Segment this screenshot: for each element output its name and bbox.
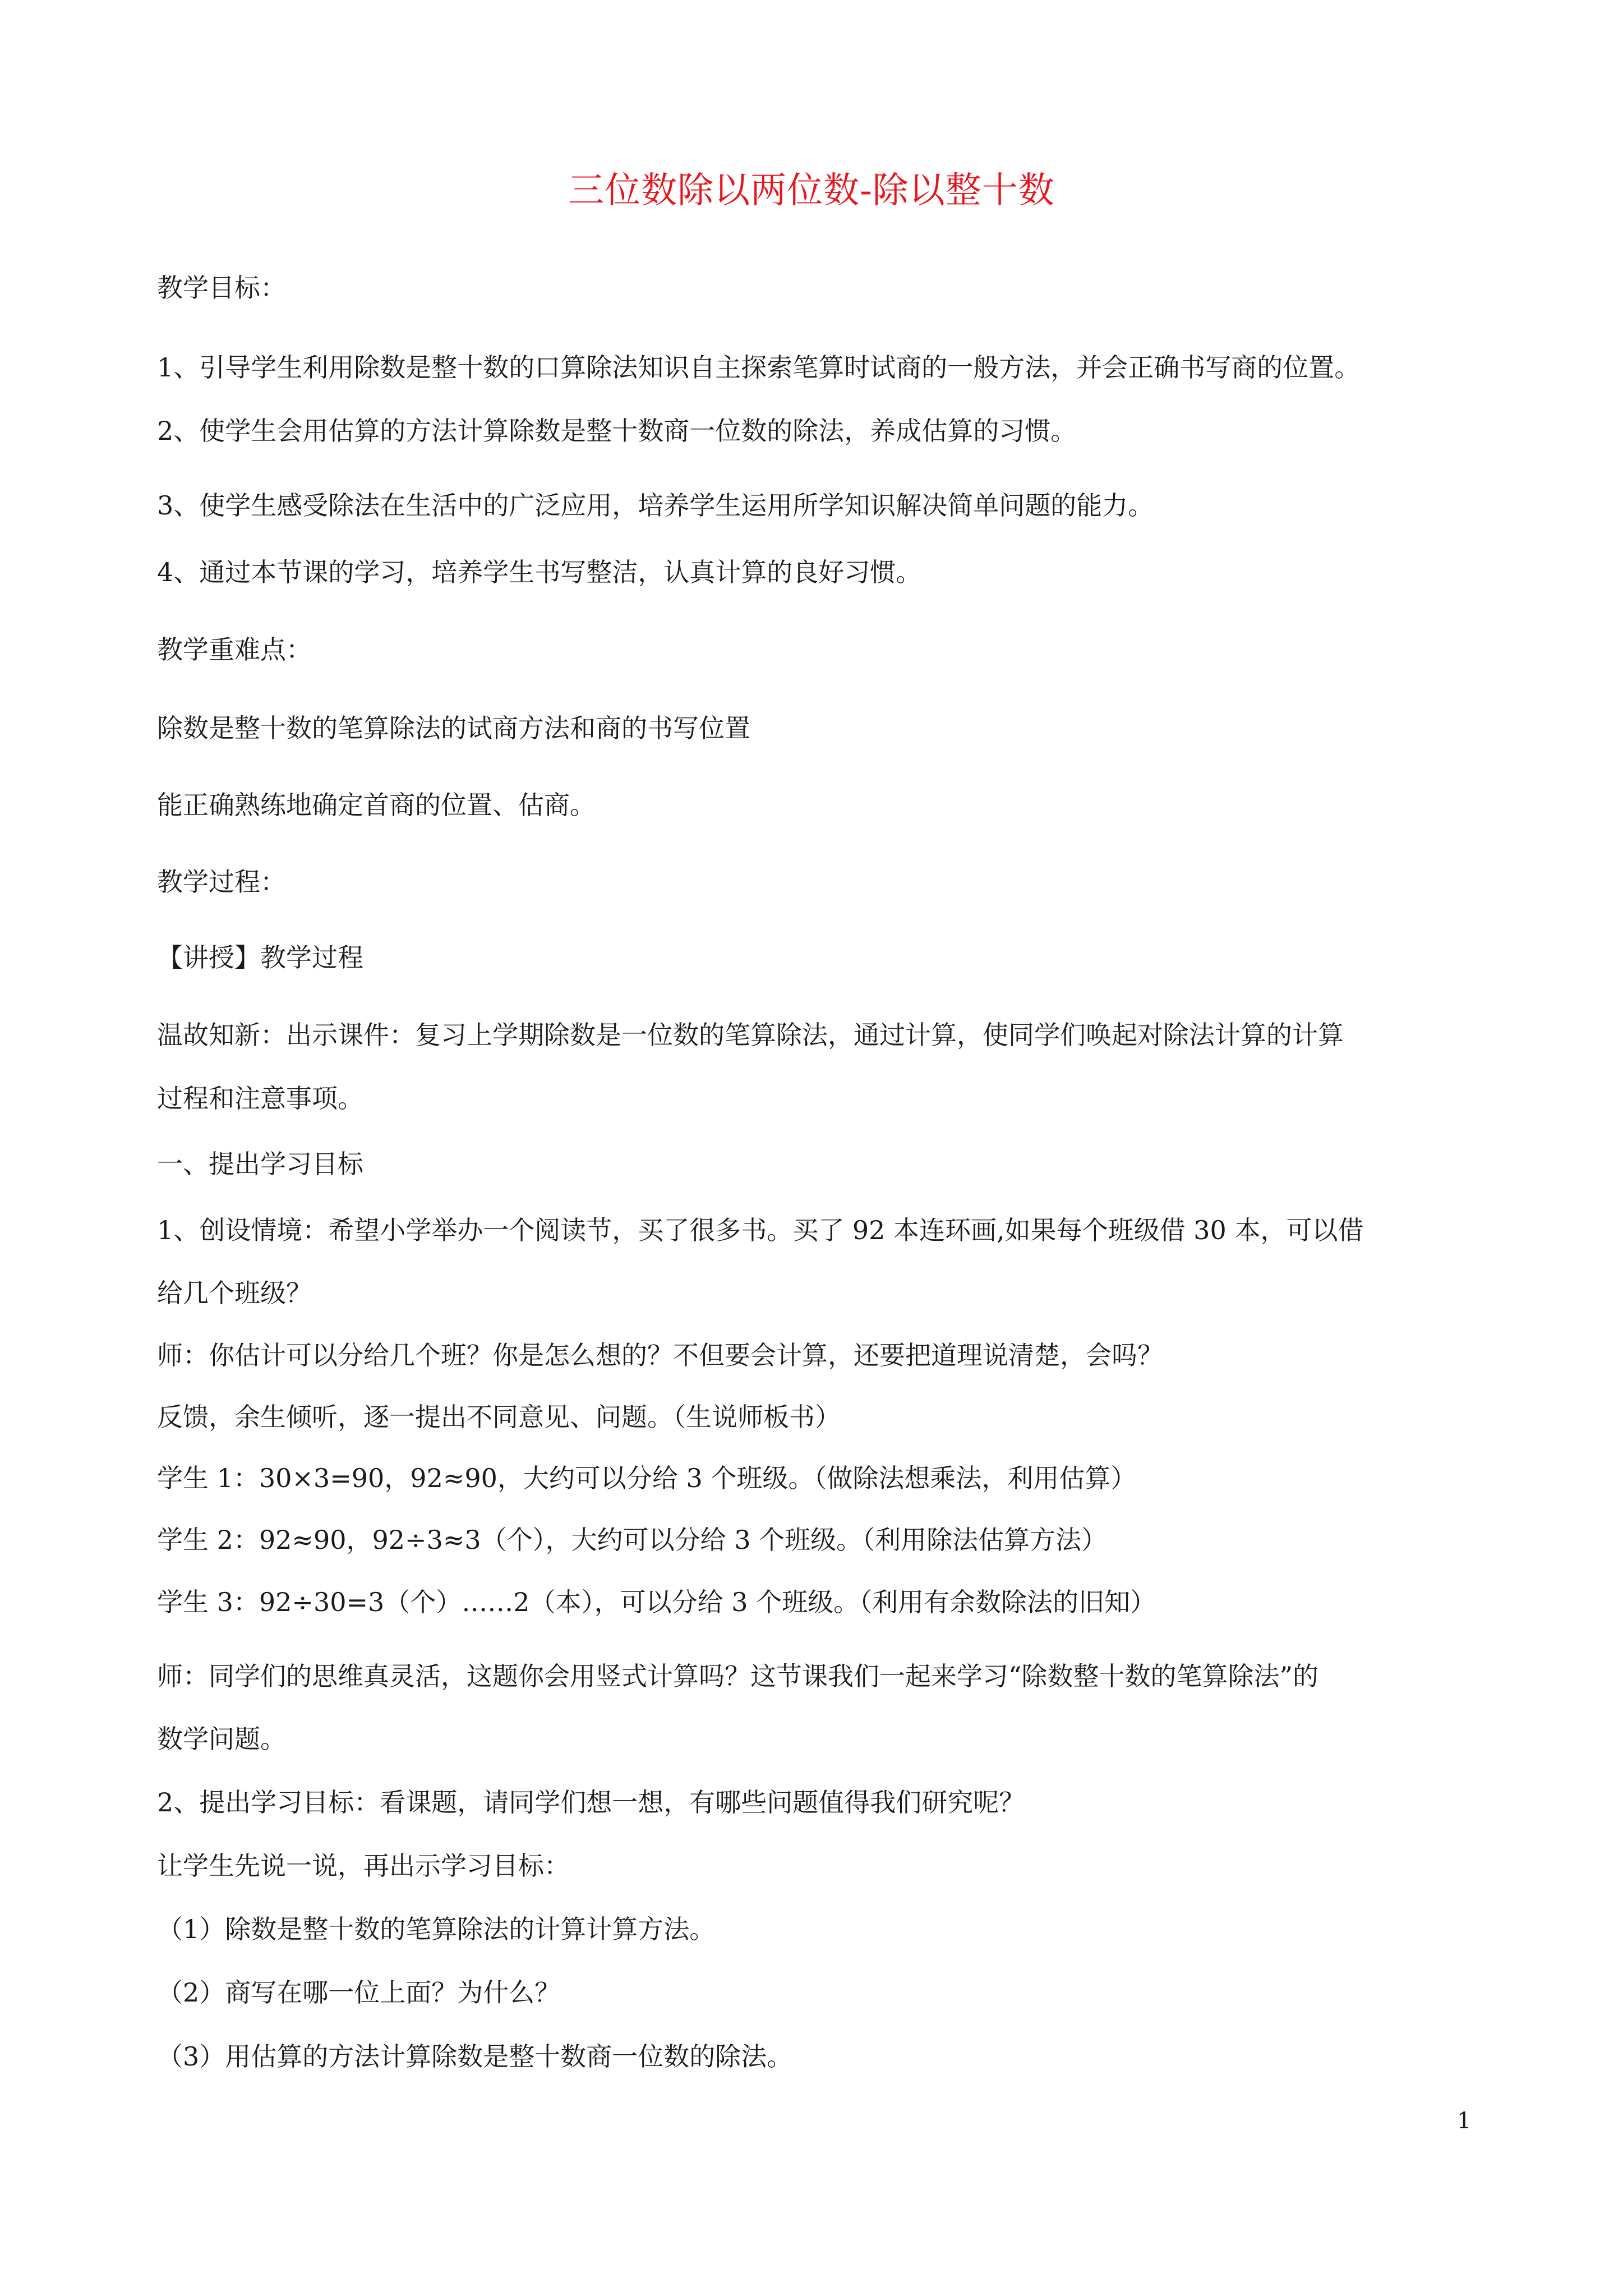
list-item: （1）除数是整十数的笔算除法的计算计算方法。 — [157, 1914, 716, 1944]
paragraph-line: 能正确熟练地确定首商的位置、估商。 — [157, 790, 596, 820]
paragraph-line: 3、使学生感受除法在生活中的广泛应用，培养学生运用所学知识解决简单问题的能力。 — [157, 490, 1154, 521]
section-heading-objectives: 教学目标： — [157, 273, 286, 303]
paragraph-line: 除数是整十数的笔算除法的试商方法和商的书写位置 — [157, 713, 750, 743]
paragraph-line: 师：你估计可以分给几个班？你是怎么想的？不但要会计算，还要把道理说清楚，会吗？ — [157, 1340, 1163, 1370]
paragraph-line: 数学问题。 — [157, 1724, 286, 1754]
paragraph-line: 2、提出学习目标：看课题，请同学们想一想，有哪些问题值得我们研究呢？ — [157, 1787, 1025, 1818]
section-heading-key-points: 教学重难点： — [157, 634, 312, 665]
document-title: 三位数除以两位数-除以整十数 — [568, 170, 1055, 211]
paragraph-line: 4、通过本节课的学习，培养学生书写整洁，认真计算的良好习惯。 — [157, 557, 922, 587]
paragraph-line: 1、创设情境：希望小学举办一个阅读节，买了很多书。买了 92 本连环画,如果每个班级借 30 本，可以借 — [157, 1215, 1364, 1245]
list-item: （3）用估算的方法计算除数是整十数商一位数的除法。 — [157, 2041, 793, 2072]
paragraph-line: 师：同学们的思维真灵活，这题你会用竖式计算吗？这节课我们一起来学习“除数整十数的笔算除法”的 — [157, 1661, 1319, 1691]
paragraph-line: 【讲授】教学过程 — [157, 942, 363, 973]
paragraph-line: 学生 3：92÷30=3（个）……2（本），可以分给 3 个班级。（利用有余数除法的旧知） — [157, 1587, 1156, 1617]
paragraph-line: 学生 2：92≈90，92÷3≈3（个），大约可以分给 3 个班级。（利用除法估算方法） — [157, 1525, 1108, 1555]
paragraph-line: 反馈，余生倾听，逐一提出不同意见、问题。（生说师板书） — [157, 1402, 841, 1432]
paragraph-line: 学生 1：30×3=90，92≈90，大约可以分给 3 个班级。（做除法想乘法，利用估算） — [157, 1463, 1137, 1493]
paragraph-line: 2、使学生会用估算的方法计算除数是整十数商一位数的除法，养成估算的习惯。 — [157, 416, 1077, 446]
page-number: 1 — [1457, 2108, 1472, 2134]
paragraph-line: 过程和注意事项。 — [157, 1083, 363, 1114]
paragraph-line: 温故知新：出示课件：复习上学期除数是一位数的笔算除法，通过计算，使同学们唤起对除法计算的计算 — [157, 1020, 1344, 1050]
paragraph-line: 让学生先说一说，再出示学习目标： — [157, 1851, 570, 1881]
paragraph-line: 给几个班级？ — [157, 1278, 312, 1308]
paragraph-line: 1、引导学生利用除数是整十数的口算除法知识自主探索笔算时试商的一般方法，并会正确书写商的位置。 — [157, 352, 1361, 383]
section-heading-process: 教学过程： — [157, 867, 286, 897]
paragraph-line: 一、提出学习目标 — [157, 1149, 363, 1179]
list-item: （2）商写在哪一位上面？为什么？ — [157, 1977, 561, 2008]
